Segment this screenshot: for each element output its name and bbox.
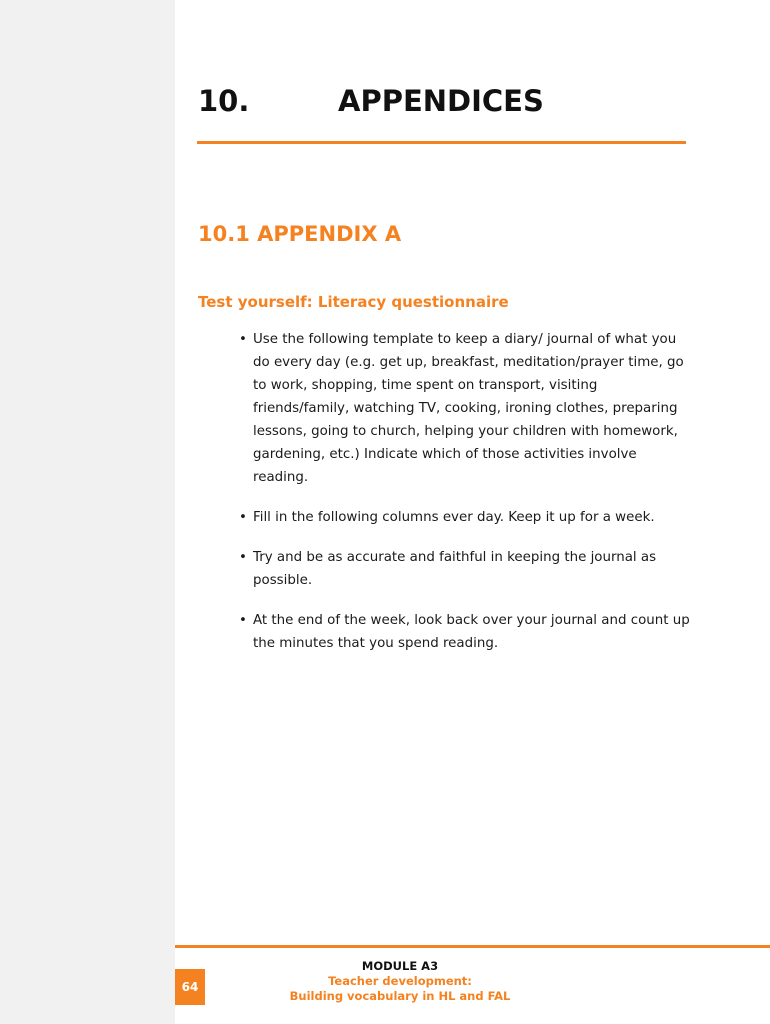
page-number-badge: 64 [175,969,205,1005]
list-item [239,546,694,592]
bullet-icon: • [239,550,247,565]
chapter-title: APPENDICES [338,84,544,118]
chapter-divider [197,141,686,144]
chapter-number: 10. [198,84,250,118]
footer-subtitle-line1: Teacher development: [328,974,472,988]
list-item [239,328,694,489]
list-item-text: At the end of the week, look back over your journal and count up the minutes that you spend reading. [253,613,690,651]
list-item [239,506,694,529]
list-item-text: Try and be as accurate and faithful in keeping the journal as possible. [253,550,657,588]
list-item-text: Use the following template to keep a diary/ journal of what you do every day (e.g. get up, breakfast, meditation/prayer time, go to work, shopping, time spent on transport, visiting friends/family, watching TV, cooking, ironing clothes, preparing lessons, going to church, helping your children with homework, gardening, etc.) Indicate which of those activities involve reading. [253,332,684,485]
list-item [239,609,694,655]
chapter-heading [198,84,688,128]
bullet-icon: • [239,510,247,525]
section-heading: 10.1 APPENDIX A [198,222,402,246]
footer-module-info [240,959,560,1004]
bullet-icon: • [239,613,247,628]
footer-subtitle-line2: Building vocabulary in HL and FAL [289,989,511,1003]
footer-divider [175,945,770,948]
bullet-icon: • [239,332,247,347]
instruction-list [239,328,694,672]
list-item-text: Fill in the following columns ever day. Keep it up for a week. [253,510,655,525]
subsection-heading: Test yourself: Literacy questionnaire [198,293,509,311]
left-margin-band [0,0,175,1024]
footer-module-title: MODULE A3 [361,959,439,973]
